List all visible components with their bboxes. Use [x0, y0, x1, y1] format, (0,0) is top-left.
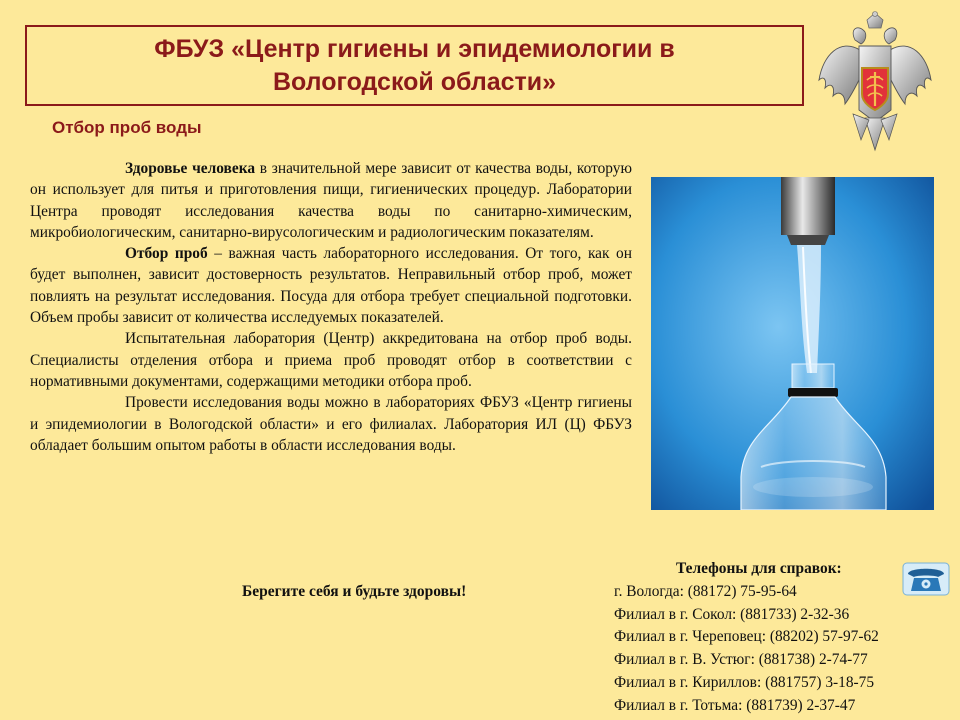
contact-line: г. Вологда: (88172) 75-95-64 — [614, 582, 797, 600]
article-paragraph-1 — [30, 158, 632, 243]
article-paragraph-4: Провести исследования воды можно в лабораториях ФБУЗ «Центр гигиены и эпидемиологии в Вологодской области» и его филиалах. Лаборатория ИЛ (Ц) ФБУЗ обладает большим опытом работы в области исследования воды. — [30, 394, 632, 454]
article-paragraph-2 — [30, 243, 632, 328]
header-title-line1: ФБУЗ «Центр гигиены и эпидемиологии в — [154, 34, 675, 63]
water-tap-bottle-photo — [651, 177, 934, 510]
closing-message: Берегите себя и будьте здоровы! — [242, 583, 467, 600]
contact-line: Филиал в г. Тотьма: (881739) 2-37-47 — [614, 696, 856, 714]
header-title-box — [25, 25, 804, 106]
contact-line: Филиал в г. В. Устюг: (881738) 2-74-77 — [614, 651, 868, 669]
double-headed-eagle-emblem-icon — [815, 10, 935, 160]
p1-text: в значительной мере зависит от качества воды, которую он использует для питья и приготовления пищи, гигиенических процедур. Лаборатории Центра проводят исследования качества воды по санитарно-химическим, микробиологическим, санитарно-вирусологическим и радиологическим показателям. — [30, 160, 632, 241]
telephone-icon — [902, 562, 950, 596]
p2-bold-lead: Отбор проб — [125, 245, 208, 263]
contact-line: Филиал в г. Сокол: (881733) 2-32-36 — [614, 605, 850, 623]
header-title-line2: Вологодской области» — [272, 67, 557, 96]
contact-line: Филиал в г. Череповец: (88202) 57-97-62 — [614, 628, 879, 646]
contact-line: Филиал в г. Кириллов: (881757) 3-18-75 — [614, 673, 875, 691]
contacts-heading: Телефоны для справок: — [676, 560, 842, 577]
p2-text: – важная часть лабораторного исследования. От того, как он будет выполнен, зависит достоверность результатов. Неправильный отбор проб, может повлиять на результат исследования. Посуда для отбора требует специальной подготовки. Объем пробы зависит от количества исследуемых показателей. — [30, 245, 632, 327]
page-subtitle: Отбор проб воды — [52, 118, 202, 137]
article-paragraph-3: Испытательная лаборатория (Центр) аккредитована на отбор проб воды. Специалисты отделения отбора и приема проб проводят отбор в соответствии с нормативными документами, содержащими методики отбора проб. — [30, 330, 632, 390]
article-text — [30, 158, 632, 456]
p1-bold-lead: Здоровье человека — [125, 160, 256, 177]
contacts-block — [614, 558, 934, 718]
